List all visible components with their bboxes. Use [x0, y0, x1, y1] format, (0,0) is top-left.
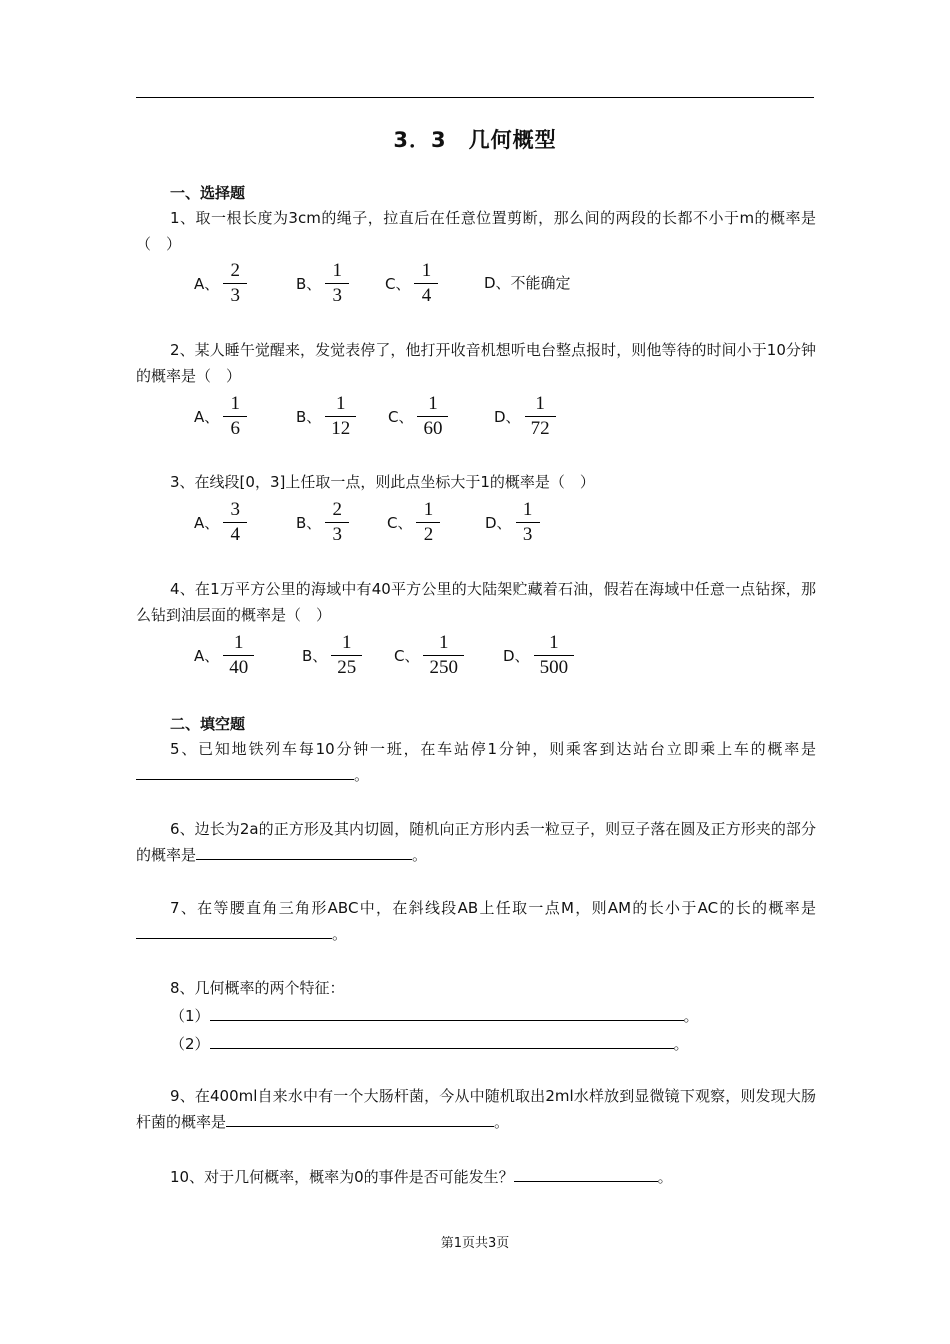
answer-blank[interactable] — [210, 1004, 684, 1021]
q1-option-b: B、 $\frac{1}{3}$ — [296, 260, 349, 307]
q2-option-a: A、 $\frac{1}{6}$ — [194, 393, 247, 440]
question-8: 8、几何概率的两个特征： — [170, 979, 345, 997]
question-6: 6、边长为2a的正方形及其内切圆，随机向正方形内丢一粒豆子，则豆子落在圆及正方形夹的部分的概率是 。 — [136, 820, 816, 864]
q4-option-a: A、 $\frac{1}{40}$ — [194, 632, 254, 679]
q8-feature-1: （1） 。 — [170, 1004, 699, 1026]
question-5: 5、已知地铁列车每10分钟一班，在车站停1分钟，则乘客到达站台立即乘上车的概率是。 — [136, 736, 816, 788]
page-footer: 第1页共3页 — [440, 1236, 510, 1251]
page-title: 3．3 几何概型 — [393, 128, 557, 152]
question-9: 9、在400ml自来水中有一个大肠杆菌，今从中随机取出2ml水样放到显微镜下观察，则发现大肠杆菌的概率是 。 — [136, 1087, 816, 1131]
answer-blank[interactable] — [514, 1165, 658, 1182]
q1-option-d: D、不能确定 — [484, 274, 571, 292]
answer-blank[interactable] — [136, 763, 354, 780]
q3-option-a: A、 $\frac{3}{4}$ — [194, 499, 247, 546]
q4-option-b: B、 $\frac{1}{25}$ — [302, 632, 362, 679]
answer-blank[interactable] — [210, 1032, 674, 1049]
q1-option-a: A、 $\frac{2}{3}$ — [194, 260, 247, 307]
q3-option-d: D、 $\frac{1}{3}$ — [485, 499, 540, 546]
section-heading-choice: 一、选择题 — [170, 184, 246, 202]
answer-blank[interactable] — [196, 843, 412, 860]
q4-option-d: D、 $\frac{1}{500}$ — [503, 632, 574, 679]
question-3: 3、在线段[0，3]上任取一点，则此点坐标大于1的概率是（ ） — [170, 473, 595, 491]
q2-option-d: D、 $\frac{1}{72}$ — [494, 393, 556, 440]
question-10: 10、对于几何概率，概率为0的事件是否可能发生？ 。 — [136, 1164, 816, 1190]
header-rule — [136, 97, 814, 98]
q3-option-b: B、 $\frac{2}{3}$ — [296, 499, 349, 546]
question-7: 7、在等腰直角三角形ABC中，在斜线段AB上任取一点M，则AM的长小于AC的长的概率是。 — [136, 895, 816, 947]
q3-option-c: C、 $\frac{1}{2}$ — [387, 499, 440, 546]
q1-option-c: C、 $\frac{1}{4}$ — [385, 260, 438, 307]
question-2: 2、某人睡午觉醒来，发觉表停了，他打开收音机想听电台整点报时，则他等待的时间小于10分钟的概率是（ ） — [136, 341, 816, 385]
answer-blank[interactable] — [136, 922, 332, 939]
q8-feature-2: （2） 。 — [170, 1032, 689, 1054]
q4-option-c: C、 $\frac{1}{250}$ — [394, 632, 464, 679]
q2-option-b: B、 $\frac{1}{12}$ — [296, 393, 356, 440]
q2-option-c: C、 $\frac{1}{60}$ — [388, 393, 448, 440]
section-heading-fill: 二、填空题 — [170, 715, 246, 733]
question-4: 4、在1万平方公里的海域中有40平方公里的大陆架贮藏着石油，假若在海域中任意一点钻探，那么钻到油层面的概率是（ ） — [136, 580, 816, 624]
answer-blank[interactable] — [226, 1110, 494, 1127]
question-1: 1、取一根长度为3cm的绳子，拉直后在任意位置剪断，那么间的两段的长都不小于m的概率是（ ） — [136, 209, 816, 253]
